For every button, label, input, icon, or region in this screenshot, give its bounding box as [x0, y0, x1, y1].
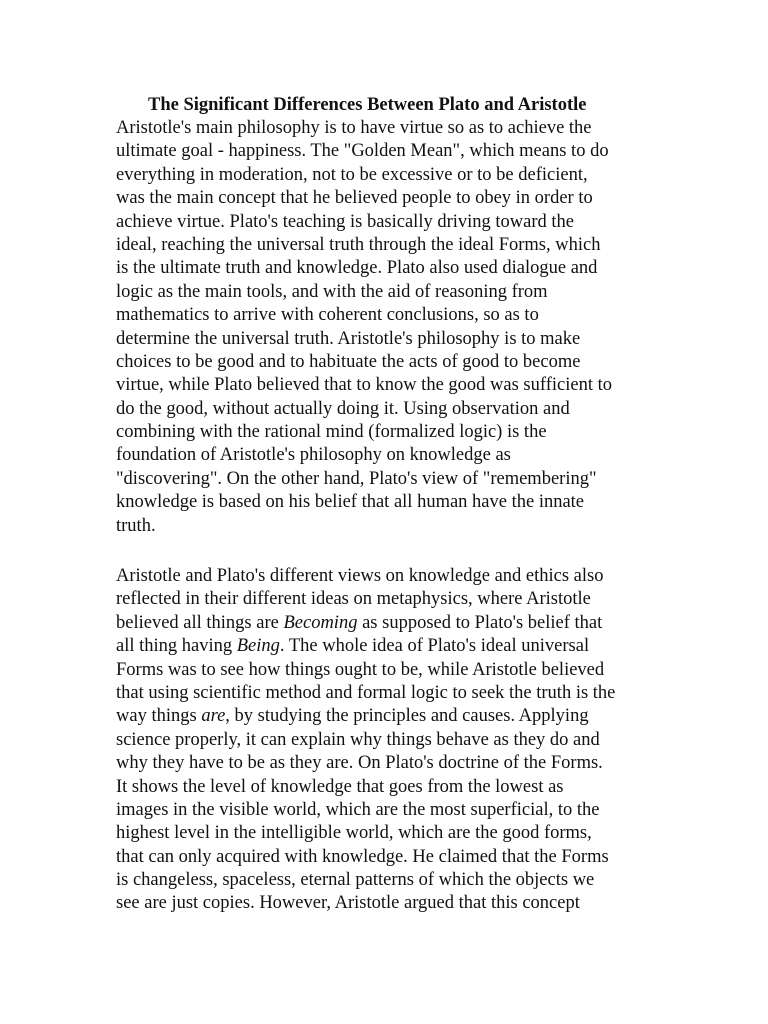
text-line — [116, 304, 612, 327]
text-line — [116, 444, 612, 467]
text-segment: knowledge is based on his belief that all human have the innate — [116, 492, 585, 513]
text-line — [116, 776, 615, 799]
text-line — [116, 421, 612, 444]
text-line — [116, 892, 615, 915]
text-line — [116, 752, 615, 775]
text-line — [116, 211, 612, 234]
text-segment: is the ultimate truth and knowledge. Plato also used dialogue and — [116, 258, 598, 279]
text-segment: why they have to be as they are. On Plato's doctrine of the Forms. — [116, 753, 603, 774]
text-line — [116, 468, 612, 491]
text-segment: determine the universal truth. Aristotle's philosophy is to make — [116, 328, 581, 349]
text-line — [116, 822, 615, 845]
text-segment: mathematics to arrive with coherent conclusions, so as to — [116, 305, 539, 326]
paragraph-2 — [116, 565, 615, 916]
text-segment: combining with the rational mind (formalized logic) is the — [116, 422, 547, 443]
text-line — [116, 635, 615, 658]
text-segment: science properly, it can explain why things behave as they do and — [116, 729, 600, 750]
text-segment: virtue, while Plato believed that to know the good was sufficient to — [116, 375, 612, 396]
text-segment: ultimate goal - happiness. The "Golden Mean", which means to do — [116, 141, 609, 162]
text-segment: choices to be good and to habituate the acts of good to become — [116, 351, 581, 372]
text-segment: , by studying the principles and causes. Applying — [225, 706, 589, 727]
text-line — [116, 281, 612, 304]
text-segment: ideal, reaching the universal truth through the ideal Forms, which — [116, 234, 601, 255]
text-segment: do the good, without actually doing it. Using observation and — [116, 398, 570, 419]
document-title: The Significant Differences Between Plato and Aristotle — [148, 95, 587, 115]
text-line — [116, 328, 612, 351]
text-line — [116, 515, 612, 538]
text-segment: was the main concept that he believed people to obey in order to — [116, 188, 593, 209]
text-segment: Aristotle and Plato's different views on knowledge and ethics also — [116, 566, 604, 586]
text-segment: reflected in their different ideas on metaphysics, where Aristotle — [116, 589, 591, 610]
text-line — [116, 846, 615, 869]
text-segment: that can only acquired with knowledge. He claimed that the Forms — [116, 846, 609, 867]
text-segment: . The whole idea of Plato's ideal universal — [279, 636, 590, 657]
text-segment: is changeless, spaceless, eternal patterns of which the objects we — [116, 870, 595, 891]
text-line — [116, 117, 612, 140]
text-line — [116, 164, 612, 187]
text-line — [116, 705, 615, 728]
text-line — [116, 612, 615, 635]
text-line — [116, 257, 612, 280]
text-segment: foundation of Aristotle's philosophy on knowledge as — [116, 445, 511, 466]
text-segment: highest level in the intelligible world, which are the good forms, — [116, 823, 592, 844]
text-line — [116, 351, 612, 374]
text-line — [116, 799, 615, 822]
text-segment: see are just copies. However, Aristotle argued that this concept — [116, 893, 580, 914]
text-line — [116, 659, 615, 682]
text-segment: logic as the main tools, and with the aid of reasoning from — [116, 281, 548, 302]
text-line — [116, 682, 615, 705]
text-line — [116, 374, 612, 397]
text-segment: achieve virtue. Plato's teaching is basically driving toward the — [116, 211, 574, 232]
text-segment: "discovering". On the other hand, Plato's view of "remembering" — [116, 468, 597, 489]
text-segment: Forms was to see how things ought to be, while Aristotle believed — [116, 659, 605, 680]
text-line — [116, 565, 615, 588]
text-segment: everything in moderation, not to be excessive or to be deficient, — [116, 164, 588, 185]
italic-text: are — [201, 706, 226, 727]
text-line — [116, 140, 612, 163]
text-segment: It shows the level of knowledge that goes from the lowest as — [116, 776, 564, 797]
text-line — [116, 491, 612, 514]
text-segment: believed all things are — [116, 612, 284, 633]
text-segment: as supposed to Plato's belief that — [357, 612, 603, 633]
text-line — [116, 398, 612, 421]
paragraph-1 — [116, 117, 612, 538]
text-line — [116, 187, 612, 210]
text-segment: all thing having — [116, 636, 237, 657]
text-segment: images in the visible world, which are the most superficial, to the — [116, 799, 600, 820]
text-line — [116, 234, 612, 257]
text-line — [116, 869, 615, 892]
italic-text: Becoming — [283, 612, 358, 633]
text-line — [116, 729, 615, 752]
text-line — [116, 588, 615, 611]
italic-text: Being — [236, 636, 280, 657]
text-segment: way things — [116, 706, 202, 727]
text-segment: Aristotle's main philosophy is to have virtue so as to achieve the — [116, 118, 592, 138]
text-segment: that using scientific method and formal logic to seek the truth is the — [116, 682, 616, 703]
text-segment: truth. — [116, 515, 156, 536]
